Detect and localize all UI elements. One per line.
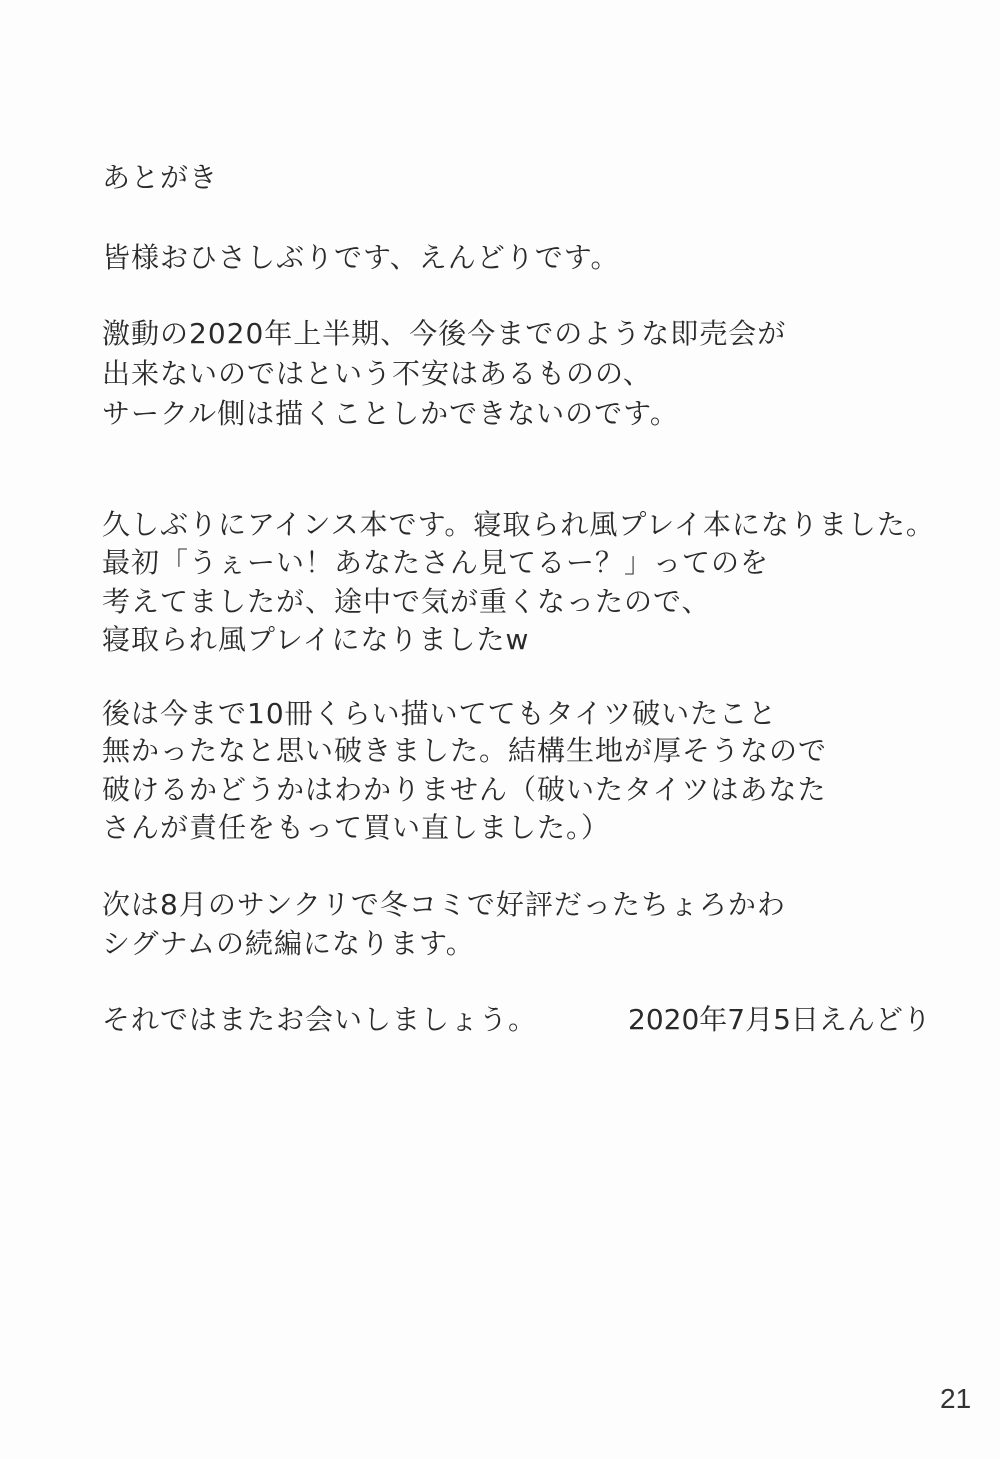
- paragraph-line: 久しぶりにアインス本です。寝取られ風プレイ本になりました。: [102, 508, 935, 541]
- paragraph-line: さんが責任をもって買い直しました。）: [102, 811, 611, 844]
- paragraph-line: 最初「うぇーい！あなたさん見てるー？」ってのを: [102, 546, 770, 579]
- paragraph-line: 寝取られ風プレイになりましたw: [102, 623, 530, 656]
- paragraph-line: 考えてましたが、途中で気が重くなったので、: [102, 585, 711, 618]
- paragraph-line: 次は8月のサンクリで冬コミで好評だったちょろかわ: [102, 888, 786, 921]
- paragraph-line: 破けるかどうかはわかりません（破いたタイツはあなた: [102, 773, 827, 806]
- paragraph-line: 後は今まで10冊くらい描いててもタイツ破いたこと: [102, 697, 778, 730]
- afterword-heading: あとがき: [102, 161, 219, 194]
- paragraph-line: 激動の2020年上半期、今後今までのような即売会が: [102, 317, 787, 350]
- signoff-line: それではまたお会いしましょう。: [102, 1003, 538, 1036]
- paragraph-line: サークル側は描くことしかできないのです。: [102, 397, 679, 430]
- paragraph-line: 無かったなと思い破きました。結構生地が厚そうなので: [102, 734, 828, 767]
- greeting-line: 皆様おひさしぶりです、えんどりです。: [102, 241, 620, 274]
- paragraph-line: シグナムの続編になります。: [102, 927, 475, 960]
- paragraph-line: 出来ないのではという不安はあるものの、: [102, 357, 652, 390]
- date-signature: 2020年7月5日えんどり: [628, 1003, 931, 1036]
- page-number: 21: [940, 1383, 972, 1414]
